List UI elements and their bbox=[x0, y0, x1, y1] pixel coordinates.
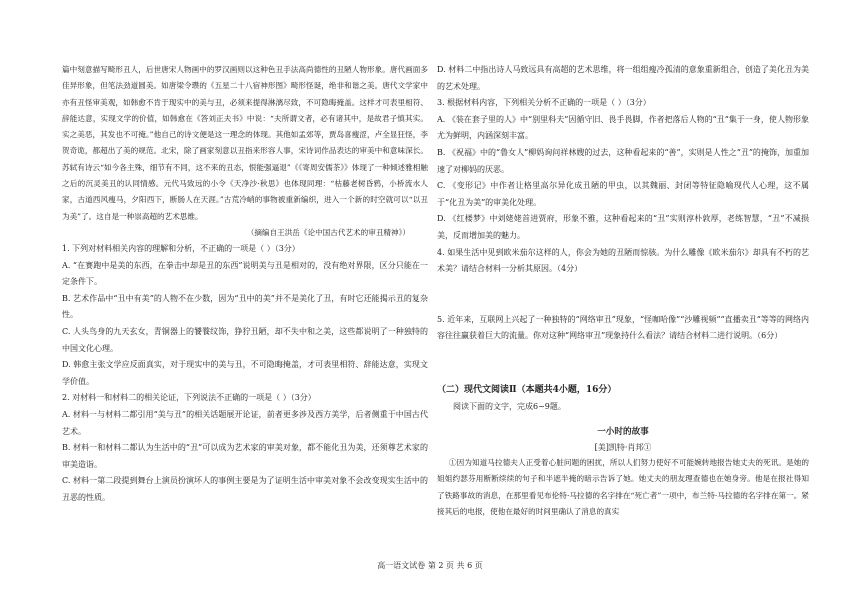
story-paragraph: ①因为知道马拉德夫人正受着心脏问题的困扰，所以人们努力使好不可能婉转地报告她丈夫的死讯。是她的姐姐约瑟芬用断断续续的句子和半遮半掩的暗示告诉了她。她丈夫的朋友理查德也在她身旁。他是在报社得知了铁路事故的消息，在那里看见布伦特·马拉德的名字排在“死亡者”一项中，布兰特·马拉德的名字排在第一。紧接其后的电报，使他在最好的时间里确认了消息的真实 bbox=[437, 457, 809, 516]
story-title: 一小时的故事 bbox=[597, 426, 649, 437]
q3-option-d: D. 《红楼梦》中刘姥姥首进贾府，形象不雅，这种看起来的“丑”实则淳朴敦厚，老练智慧，“丑”不减损美，反而增加美的魅力。 bbox=[437, 214, 809, 240]
q1-option-a: A. “在赛跑中是美的东西，在拳击中却是丑的东西”说明美与丑是相对的，没有绝对界限，区分只能在一定条件下。 bbox=[62, 260, 428, 287]
question-1: 1. 下列对材料相关内容的理解和分析，不正确的一项是（ ）（3分） bbox=[62, 243, 300, 253]
q2-option-d: D. 材料二中指出诗人马致远具有高超的艺术思维，将一组组瘦冷孤清的意象重新组合，创造了美化丑为美的艺术处理。 bbox=[437, 65, 809, 91]
question-2: 2. 对材料一和材料二的相关论证，下列说法不正确的一项是（ ）（3分） bbox=[62, 393, 316, 403]
essay-paragraph: 篇中刻意描写畸形丑人，后世唐宋人物画中的罗汉画则以这种色丑手法高尚德性的丑陋人物形象。唐代画面多佳异形象，但笔法劲道圆美。如唐梁令瓒的《五星二十八宿神形图》畸形怪诞，绝非和谐之美。唐代文学家中亦有丑怪审美观，如韩愈不肯于现实中的美与丑，必须来提得淋漓尽致，不可隐晦掩盖。这样才可表里相符、辞能达意，实现文学的价值，如韩愈在《答刘正夫书》中说：“夫所谓文者，必有诸其中，是故君子慎其实。实之美恶，其发也不可掩。”他自己的诗文便是这一理念的体现。其他如孟郊等，贾岛喜瘦涩，卢全显狂怪，李贺奇诡，都超出了美的规范。北宋，除了画家刻意以丑指来形容人事，宋诗词作品表达的审美中和意味深长。苏轼有诗云“如今各主殊，细节有不同，这不来的丑态，恨能强逼退”《《寄周安儒茶》》体现了一种倾述雅相触之后的沉灵美丑的认同情感。元代马致远的小令《天净沙·秋思》也体现同理：“枯藤老树昏鸦，小桥流水人家，古道西风瘦马，夕阳西下，断肠人在天涯。”古荒冷峭的事物被重新编织，进入一个新的时空就可以“以丑为美”了。这自是一种崇高超的艺术思维。 bbox=[62, 65, 428, 221]
q1-option-d: D. 韩愈主张文学应反面真实，对于现实中的美与丑，不可隐晦掩盖，才可表里相符、辞能达意，实现文学价值。 bbox=[62, 360, 428, 386]
page-footer: 高一语文试卷 第 2 页 共 6 页 bbox=[377, 561, 483, 570]
question-5: 5. 近年来，互联网上兴起了一种独特的“网络审丑”现象，“怪咖哈像”“沙雕视频”“直播卖丑”等等的网络内容往往赢获着巨大的流量。你对这种“网络审丑”现象持什么看法？请结合材料二进行说明。（6分） bbox=[437, 314, 809, 341]
left-column bbox=[62, 62, 428, 506]
q2-option-a: A. 材料一与材料二都引用“美与丑”的相关话题展开论证，前者更多涉及西方美学，后者侧重于中国古代艺术。 bbox=[62, 409, 428, 436]
right-column bbox=[437, 62, 809, 520]
answer-space-q5 bbox=[437, 345, 809, 379]
q2-option-b: B. 材料一和材料二都认为生活中的“丑”可以成为艺术家的审美对象，都不能化丑为美，还须尊艺术家的审美造诣。 bbox=[62, 443, 428, 469]
source-citation: （摘编自王洪岳《论中国古代艺术的审丑精神》） bbox=[246, 227, 410, 237]
q1-option-b: B. 艺术作品中“丑中有美”的人物不在少数，因为“丑中的美”并不是美化了丑，有时它还能揭示丑的复杂性。 bbox=[62, 293, 428, 320]
question-4: 4. 如果生活中见到欧米茄尔这样的人，你会为她的丑陋而惊骇。为什么雕像《欧米茄尔》却具有不朽的艺术美？请结合材料一分析其原因。（4分） bbox=[437, 247, 809, 274]
q1-option-c: C. 人头鸟身的九天玄女，青铜器上的饕餮纹饰，狰狞丑陋，却不失中和之美，这些都说明了一种独特的中国文化心理。 bbox=[62, 326, 428, 353]
q3-option-b: B. 《祝福》中的“鲁女人”柳妈询问祥林嫂的过去，这种看起来的“善”，实则是人性之“丑”的掩饰，加重加速了对柳妈的厌恶。 bbox=[437, 147, 809, 174]
q3-option-a: A. 《装在套子里的人》中“别里科夫”因循守旧、畏手畏脚，作者把落后人物的“丑”集于一身，使人物形象尤为鲜明，内涵深刻丰富。 bbox=[437, 114, 809, 141]
answer-space-q4 bbox=[437, 278, 809, 312]
q3-option-c: C. 《变形记》中作者让格里高尔异化成丑陋的甲虫，以其魏丽、封闭等特征隐喻现代人心理，这不属于“化丑为美”的审美化处理。 bbox=[437, 181, 809, 207]
q2-option-c: C. 材料一第二段提到舞台上演员扮演坏人的事例主要是为了证明生活中审美对象不会改变现实生活中的丑恶的性质。 bbox=[62, 476, 428, 502]
section-heading: （二）现代文阅读Ⅱ（本题共4小题，16分） bbox=[437, 384, 617, 395]
reading-instruction: 阅读下面的文字，完成6~9题。 bbox=[453, 401, 566, 411]
story-author: [美]凯特·肖邦① bbox=[594, 442, 652, 452]
question-3: 3. 根据材料内容，下列相关分析不正确的一项是（ ）（3分） bbox=[437, 98, 651, 108]
